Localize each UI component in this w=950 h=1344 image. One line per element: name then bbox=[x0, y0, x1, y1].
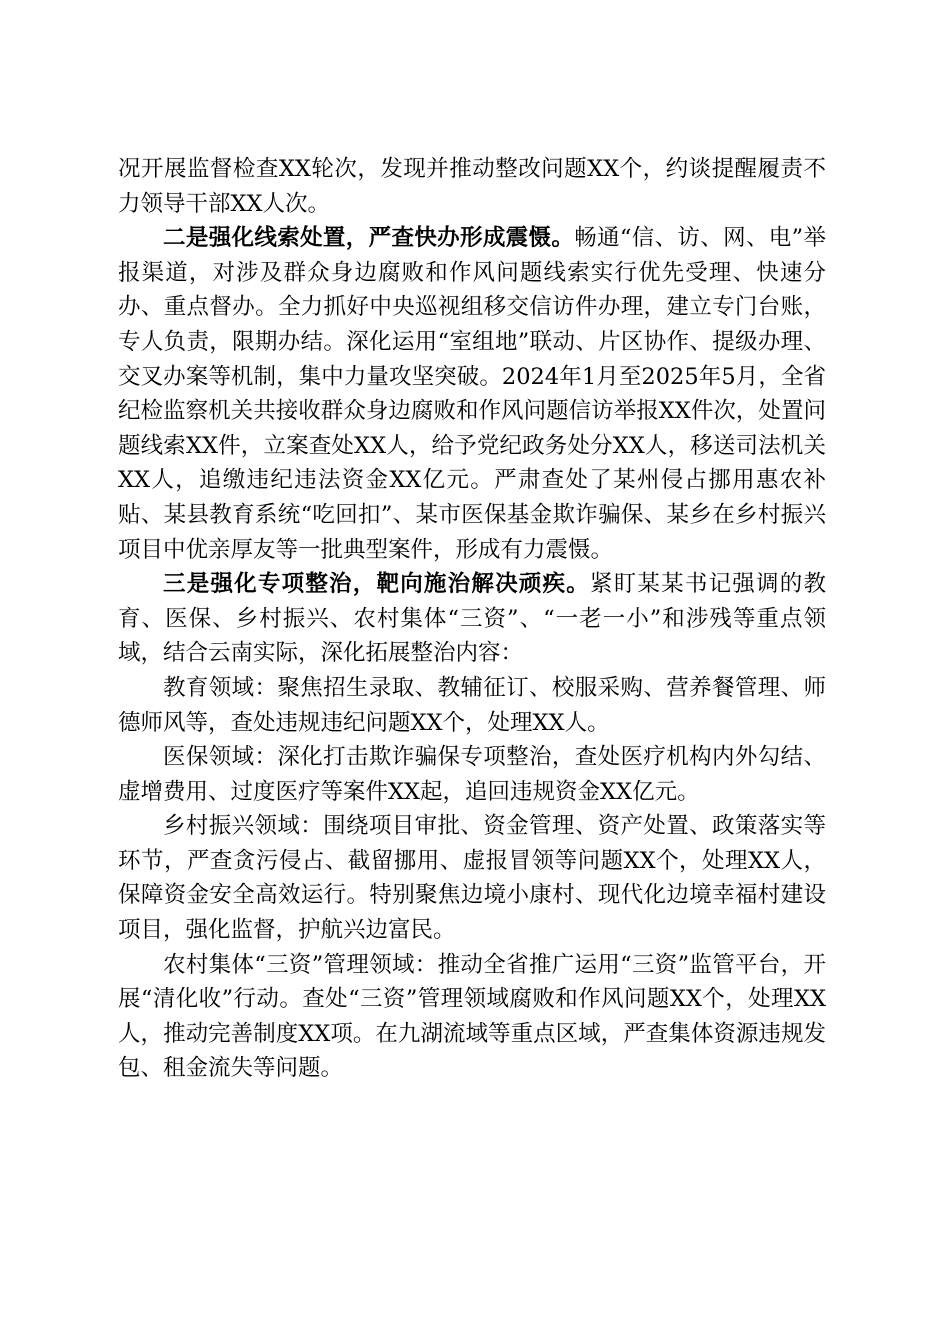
paragraph-special-rectification bbox=[118, 567, 826, 671]
paragraph-medical-insurance bbox=[118, 740, 826, 809]
paragraph-heading: 二是强化线索处置，严查快办形成震慑。 bbox=[163, 225, 575, 252]
paragraph-body: 况开展监督检查XX轮次，发现并推动整改问题XX个，约谈提醒履责不力领导干部XX人次。 bbox=[118, 156, 826, 217]
paragraph-heading: 三是强化专项整治，靶向施治解决顽疾。 bbox=[163, 571, 590, 598]
paragraph-rural-revitalization bbox=[118, 809, 826, 947]
paragraph-body: 医保领域：深化打击欺诈骗保专项整治，查处医疗机构内外勾结、虚增费用、过度医疗等案件XX起，追回违规资金XX亿元。 bbox=[118, 744, 826, 805]
document-page bbox=[118, 152, 826, 1086]
paragraph-clue-handling bbox=[118, 221, 826, 567]
paragraph-body: 农村集体“三资”管理领域：推动全省推广运用“三资”监管平台，开展“清化收”行动。查处“三资”管理领域腐败和作风问题XX个，处理XX人，推动完善制度XX项。在九湖流域等重点区域，严查集体资源违规发包、租金流失等问题。 bbox=[118, 951, 826, 1082]
paragraph-body: 教育领域：聚焦招生录取、教辅征订、校服采购、营养餐管理、师德师风等，查处违规违纪问题XX个，处理XX人。 bbox=[118, 674, 826, 736]
paragraph-body: 畅通“信、访、网、电”举报渠道，对涉及群众身边腐败和作风问题线索实行优先受理、快速分办、重点督办。全力抓好中央巡视组移交信访件办理，建立专门台账，专人负责，限期办结。深化运用“室组地”联动、片区协作、提级办理、交叉办案等机制，集中力量攻坚突破。2024年1月至2025年5月，全省纪检监察机关共接收群众身边腐败和作风问题信访举报XX件次，处置问题线索XX件，立案查处XX人，给予党纪政务处分XX人，移送司法机关XX人，追缴违纪违法资金XX亿元。严肃查处了某州侵占挪用惠农补贴、某县教育系统“吃回扣”、某市医保基金欺诈骗保、某乡在乡村振兴项目中优亲厚友等一批典型案件，形成有力震慑。 bbox=[118, 225, 826, 563]
paragraph-body: 紧盯某某书记强调的教育、医保、乡村振兴、农村集体“三资”、“一老一小”和涉残等重点领域，结合云南实际，深化拓展整治内容： bbox=[118, 571, 826, 667]
paragraph-rural-collective-assets bbox=[118, 948, 826, 1086]
paragraph-body: 乡村振兴领域：围绕项目审批、资金管理、资产处置、政策落实等环节，严查贪污侵占、截留挪用、虚报冒领等问题XX个，处理XX人，保障资金安全高效运行。特别聚焦边境小康村、现代化边境幸福村建设项目，强化监督，护航兴边富民。 bbox=[118, 813, 826, 944]
paragraph-continuation bbox=[118, 152, 826, 221]
paragraph-education bbox=[118, 671, 826, 740]
